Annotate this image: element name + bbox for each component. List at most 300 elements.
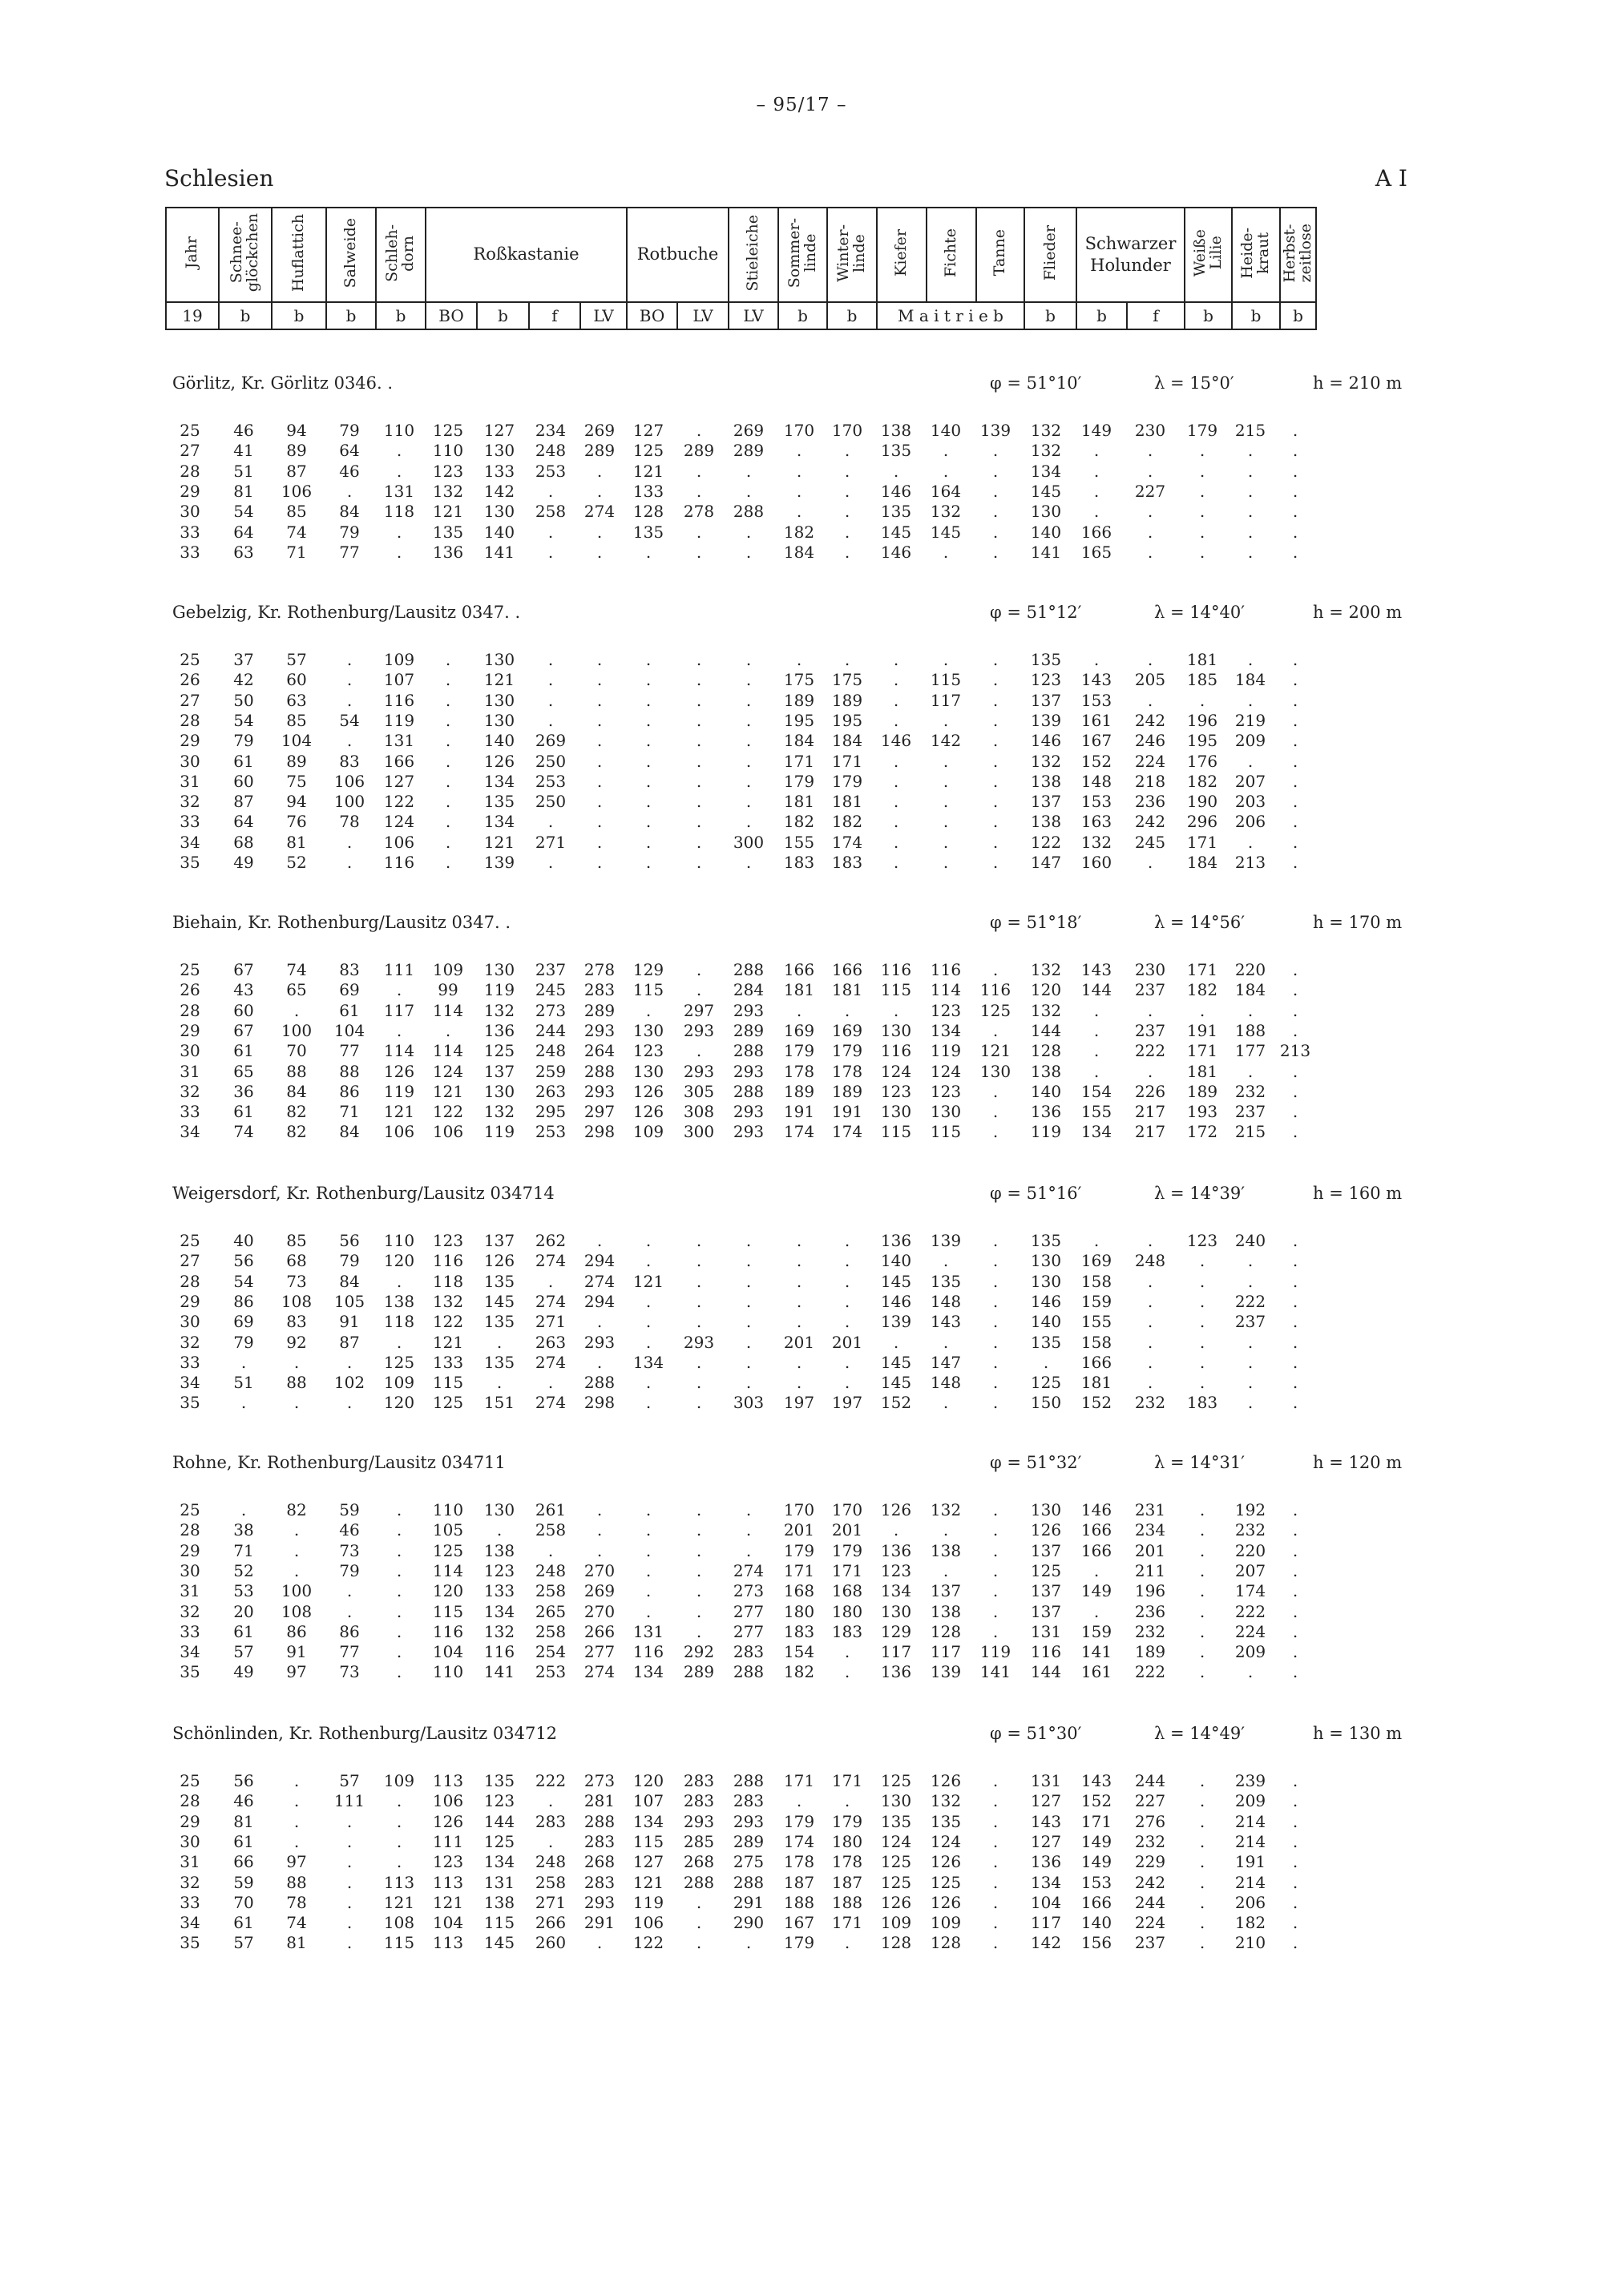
table-cell: . [346,1601,353,1621]
table-cell: . [844,1271,850,1291]
table-cell: 297 [683,1000,715,1020]
table-cell: 152 [1080,751,1112,771]
year-cell: 33 [180,1102,200,1122]
table-cell: . [1147,1271,1153,1291]
table-cell: . [796,1251,802,1271]
table-cell: . [445,670,451,690]
table-cell: 288 [733,1872,765,1892]
table-cell: 42 [233,670,254,690]
table-cell: . [943,441,949,461]
table-cell: 60 [233,1000,254,1020]
table-cell: . [796,650,802,669]
table-cell: 183 [831,1621,863,1641]
table-cell: 130 [483,502,515,522]
table-cell: 293 [733,1000,765,1020]
table-cell: 115 [632,980,664,1000]
table-cell: 104 [432,1913,464,1933]
table-cell: 126 [632,1081,664,1101]
table-cell: . [346,670,353,690]
table-cell: 74 [286,522,307,542]
table-cell: 125 [880,1771,912,1790]
table-cell: . [1292,1081,1298,1101]
table-cell: 139 [880,1312,912,1332]
table-cell: 73 [286,1271,307,1291]
table-cell: 166 [1080,522,1112,542]
table-cell: . [1247,751,1254,771]
table-cell: . [1199,690,1205,710]
table-cell: 113 [432,1872,464,1892]
table-cell: . [1292,1771,1298,1790]
table-cell: 253 [535,1662,567,1682]
table-cell: . [1247,1373,1254,1393]
table-cell: 181 [831,980,863,1000]
table-cell: . [696,481,702,501]
table-cell: 109 [383,1373,415,1393]
table-cell: . [844,650,850,669]
table-cell: . [796,1000,802,1020]
table-cell: . [1247,1352,1254,1372]
table-cell: 258 [535,1581,567,1601]
table-cell: 113 [432,1933,464,1953]
table-cell: . [396,1852,402,1872]
table-cell: 132 [930,502,962,522]
table-cell: 187 [831,1872,863,1892]
table-cell: . [1292,1581,1298,1601]
table-cell: . [1292,421,1298,440]
header-label: Winter- linde [834,224,868,282]
table-cell: 105 [432,1520,464,1540]
table-cell: . [1292,960,1298,979]
table-cell: . [1199,542,1205,562]
table-cell: 171 [1080,1811,1112,1831]
table-cell: 128 [930,1933,962,1953]
table-cell: 82 [286,1102,307,1122]
table-cell: . [293,1352,300,1372]
table-cell: . [396,1540,402,1560]
table-cell: 124 [930,1061,962,1081]
header-col-kiefer [877,208,927,302]
table-cell: 130 [483,441,515,461]
table-cell: 136 [483,1020,515,1040]
table-cell: . [1292,1122,1298,1142]
table-cell: 121 [483,670,515,690]
table-cell: . [596,751,603,771]
table-cell: . [992,771,999,791]
table-cell: 214 [1234,1811,1266,1831]
table-cell: . [696,1520,702,1540]
table-cell: 171 [783,1560,815,1580]
table-cell: 148 [930,1373,962,1393]
table-cell: 46 [233,1791,254,1811]
table-cell: . [645,1560,652,1580]
year-cell: 26 [180,980,200,1000]
table-cell: 108 [383,1913,415,1933]
table-cell: . [1292,1540,1298,1560]
table-cell: 178 [831,1852,863,1872]
table-cell: 143 [1030,1811,1062,1831]
table-cell: . [844,1312,850,1332]
table-cell: 67 [233,960,254,979]
table-cell: 134 [483,771,515,791]
table-cell: 169 [831,1020,863,1040]
station-elevation: h = 130 m [1313,1724,1403,1743]
table-cell: . [1292,1560,1298,1580]
table-cell: . [645,1500,652,1519]
table-cell: 292 [683,1642,715,1662]
header-col-flieder [1024,208,1076,302]
table-cell: 38 [233,1520,254,1540]
table-cell: 237 [1134,1020,1166,1040]
table-cell: 264 [583,1041,616,1061]
table-cell: . [645,670,652,690]
table-cell: . [596,853,603,872]
table-cell: 46 [339,1520,360,1540]
table-cell: 132 [930,1791,962,1811]
table-cell: . [596,1540,603,1560]
table-cell: . [396,980,402,1000]
table-cell: 177 [1234,1041,1266,1061]
table-cell: 245 [535,980,567,1000]
year-cell: 33 [180,812,200,832]
table-cell: 138 [1030,812,1062,832]
table-cell: 158 [1080,1271,1112,1291]
table-cell: 135 [930,1811,962,1831]
header-unit-cell: M a i t r i e b [877,302,1024,329]
table-cell: 171 [831,1560,863,1580]
table-cell: 100 [281,1581,313,1601]
year-cell: 34 [180,1642,200,1662]
year-cell: 32 [180,1081,200,1101]
table-cell: 237 [1234,1312,1266,1332]
table-cell: 224 [1134,1913,1166,1933]
table-cell: . [992,670,999,690]
table-cell: 137 [1030,1540,1062,1560]
table-cell: 139 [979,421,1011,440]
table-cell: . [696,751,702,771]
station-latitude: φ = 51°18′ [990,913,1082,932]
table-cell: 293 [683,1332,715,1352]
station-title: Gebelzig, Kr. Rothenburg/Lausitz 0347. . [172,603,521,622]
table-cell: . [1147,502,1153,522]
table-cell: 121 [432,1081,464,1101]
table-cell: 140 [1080,1913,1112,1933]
table-cell: . [1147,1332,1153,1352]
header-unit-cell: f [529,302,580,329]
table-cell: 130 [880,1020,912,1040]
table-cell: 69 [233,1312,254,1332]
table-cell: 260 [535,1933,567,1953]
table-cell: 237 [535,960,567,979]
table-cell: . [596,812,603,832]
table-cell: 171 [1186,960,1218,979]
table-cell: 121 [383,1892,415,1912]
station-title: Schönlinden, Kr. Rothenburg/Lausitz 034712 [172,1724,558,1743]
table-cell: . [1247,1393,1254,1413]
table-cell: . [1292,1621,1298,1641]
table-cell: 81 [286,1933,307,1953]
table-cell: . [1199,1933,1205,1953]
table-cell: 258 [535,1621,567,1641]
table-cell: . [596,1933,603,1953]
year-cell: 29 [180,1291,200,1311]
table-cell: 135 [880,441,912,461]
table-cell: 288 [733,1771,765,1790]
table-cell: 121 [632,1872,664,1892]
table-cell: . [745,1312,752,1332]
table-cell: 205 [1134,670,1166,690]
table-cell: 147 [1030,853,1062,872]
table-cell: . [445,792,451,812]
table-cell: . [1292,502,1298,522]
table-cell: 271 [535,1312,567,1332]
table-cell: 70 [233,1892,254,1912]
table-cell: . [696,1393,702,1413]
year-cell: 35 [180,1393,200,1413]
table-cell: 121 [979,1041,1011,1061]
table-cell: 269 [733,421,765,440]
table-cell: 116 [383,853,415,872]
table-cell: . [596,690,603,710]
table-cell: 137 [483,1061,515,1081]
table-cell: 116 [979,980,1011,1000]
table-cell: 116 [632,1642,664,1662]
year-cell: 31 [180,1852,200,1872]
table-cell: 151 [483,1393,515,1413]
table-cell: 196 [1186,710,1218,730]
table-cell: 132 [930,1500,962,1519]
year-cell: 26 [180,670,200,690]
table-cell: . [992,1581,999,1601]
table-cell: 119 [1030,1122,1062,1142]
table-cell: . [396,1332,402,1352]
table-cell: 283 [583,1831,616,1851]
table-cell: . [1292,1352,1298,1372]
table-cell: 94 [286,421,307,440]
table-cell: . [645,650,652,669]
table-cell: 128 [930,1621,962,1641]
table-cell: . [893,461,899,481]
table-cell: 140 [880,1251,912,1271]
table-cell: . [396,1642,402,1662]
table-cell: . [992,1332,999,1352]
table-cell: 85 [286,1231,307,1250]
table-cell: 174 [783,1831,815,1851]
table-cell: . [1247,1061,1254,1081]
table-cell: 209 [1234,1791,1266,1811]
table-cell: . [844,1251,850,1271]
table-cell: 118 [383,502,415,522]
table-cell: . [1199,1352,1205,1372]
table-cell: . [445,650,451,669]
table-cell: 232 [1134,1621,1166,1641]
table-cell: . [992,1020,999,1040]
table-cell: . [745,1231,752,1250]
table-cell: 106 [333,771,365,791]
table-cell: 146 [880,481,912,501]
table-cell: 117 [1030,1913,1062,1933]
table-cell: 84 [339,1271,360,1291]
table-cell: 181 [1186,1061,1218,1081]
table-cell: 147 [930,1352,962,1372]
table-cell: . [496,1332,503,1352]
table-cell: . [293,1791,300,1811]
table-cell: . [745,853,752,872]
table-cell: 121 [632,1271,664,1291]
table-cell: . [696,1581,702,1601]
table-cell: 207 [1234,1560,1266,1580]
table-cell: 293 [683,1811,715,1831]
table-cell: 213 [1234,853,1266,872]
table-cell: 184 [831,731,863,751]
table-cell: 119 [979,1642,1011,1662]
header-unit-cell: f [1127,302,1185,329]
table-cell: 97 [286,1852,307,1872]
table-cell: 146 [1030,731,1062,751]
table-cell: . [696,832,702,852]
table-cell: 135 [483,1352,515,1372]
table-cell: 130 [1030,1500,1062,1519]
table-cell: . [346,1581,353,1601]
table-cell: 49 [233,1662,254,1682]
table-cell: 189 [1134,1642,1166,1662]
table-cell: 155 [1080,1312,1112,1332]
table-cell: 141 [979,1662,1011,1682]
table-cell: 294 [583,1291,616,1311]
table-cell: 288 [733,1662,765,1682]
table-cell: 209 [1234,1642,1266,1662]
table-cell: 170 [783,421,815,440]
table-cell: 113 [432,1771,464,1790]
table-cell: . [1199,502,1205,522]
table-cell: . [696,690,702,710]
table-cell: 140 [1030,1312,1062,1332]
year-cell: 31 [180,1061,200,1081]
table-cell: 115 [432,1373,464,1393]
table-cell: . [943,751,949,771]
table-cell: . [346,1393,353,1413]
table-cell: 68 [233,832,254,852]
table-cell: . [844,502,850,522]
table-cell: 137 [483,1231,515,1250]
table-cell: . [596,542,603,562]
table-cell: 46 [339,461,360,481]
table-cell: . [696,421,702,440]
table-cell: 283 [535,1811,567,1831]
table-cell: . [1199,522,1205,542]
table-cell: 148 [930,1291,962,1311]
table-cell: 140 [483,522,515,542]
table-cell: 262 [535,1231,567,1250]
table-cell: . [1147,1231,1153,1250]
table-cell: 115 [880,980,912,1000]
table-cell: 229 [1134,1852,1166,1872]
table-cell: 102 [333,1373,365,1393]
table-cell: . [796,502,802,522]
table-cell: 273 [733,1581,765,1601]
table-cell: 161 [1080,1662,1112,1682]
page-number: – 95/17 – [756,95,847,115]
table-cell: 116 [930,960,962,979]
table-cell: . [1292,1271,1298,1291]
table-cell: 242 [1134,812,1166,832]
table-cell: . [992,1540,999,1560]
table-cell: . [745,1540,752,1560]
table-cell: . [696,542,702,562]
table-cell: . [1292,1332,1298,1352]
table-cell: . [1292,812,1298,832]
table-cell: . [1292,1312,1298,1332]
table-cell: . [992,1852,999,1872]
table-cell: 248 [535,1560,567,1580]
table-cell: . [547,1831,554,1851]
year-cell: 30 [180,1831,200,1851]
table-cell: . [240,1500,247,1519]
table-cell: . [745,670,752,690]
table-cell: . [1199,1581,1205,1601]
table-cell: . [992,1251,999,1271]
table-cell: . [645,1373,652,1393]
table-cell: 182 [831,812,863,832]
table-cell: . [1093,650,1100,669]
table-cell: . [893,670,899,690]
table-cell: 191 [783,1102,815,1122]
table-cell: . [796,1791,802,1811]
year-cell: 33 [180,1892,200,1912]
table-cell: . [844,1933,850,1953]
table-cell: . [445,751,451,771]
table-cell: 119 [383,710,415,730]
table-cell: 63 [233,542,254,562]
table-cell: . [645,812,652,832]
table-cell: . [1093,1020,1100,1040]
table-cell: 143 [1080,960,1112,979]
table-cell: . [745,812,752,832]
table-cell: 276 [1134,1811,1166,1831]
table-cell: . [1199,1642,1205,1662]
table-cell: 61 [233,751,254,771]
table-cell: 88 [286,1373,307,1393]
table-cell: 123 [632,1041,664,1061]
table-cell: 182 [783,1662,815,1682]
table-cell: 82 [286,1500,307,1519]
table-cell: 86 [339,1081,360,1101]
header-label: Schnee- glöckchen [228,213,261,293]
table-cell: 128 [632,502,664,522]
table-cell: 121 [432,502,464,522]
table-cell: 114 [432,1041,464,1061]
table-cell: . [992,650,999,669]
table-cell: 133 [483,461,515,481]
year-cell: 25 [180,421,200,440]
table-cell: 134 [880,1581,912,1601]
table-cell: 181 [783,980,815,1000]
table-cell: 140 [1030,1081,1062,1101]
table-cell: . [1199,1892,1205,1912]
header-col-salweide [326,208,376,302]
table-cell: 97 [286,1662,307,1682]
table-cell: 160 [1080,853,1112,872]
table-cell: 106 [383,832,415,852]
table-cell: 123 [1030,670,1062,690]
table-cell: . [696,710,702,730]
table-cell: . [992,832,999,852]
table-cell: . [696,1500,702,1519]
table-cell: 183 [783,853,815,872]
table-cell: 288 [583,1373,616,1393]
table-cell: . [696,1251,702,1271]
table-cell: . [1093,1061,1100,1081]
table-cell: . [1199,1332,1205,1352]
